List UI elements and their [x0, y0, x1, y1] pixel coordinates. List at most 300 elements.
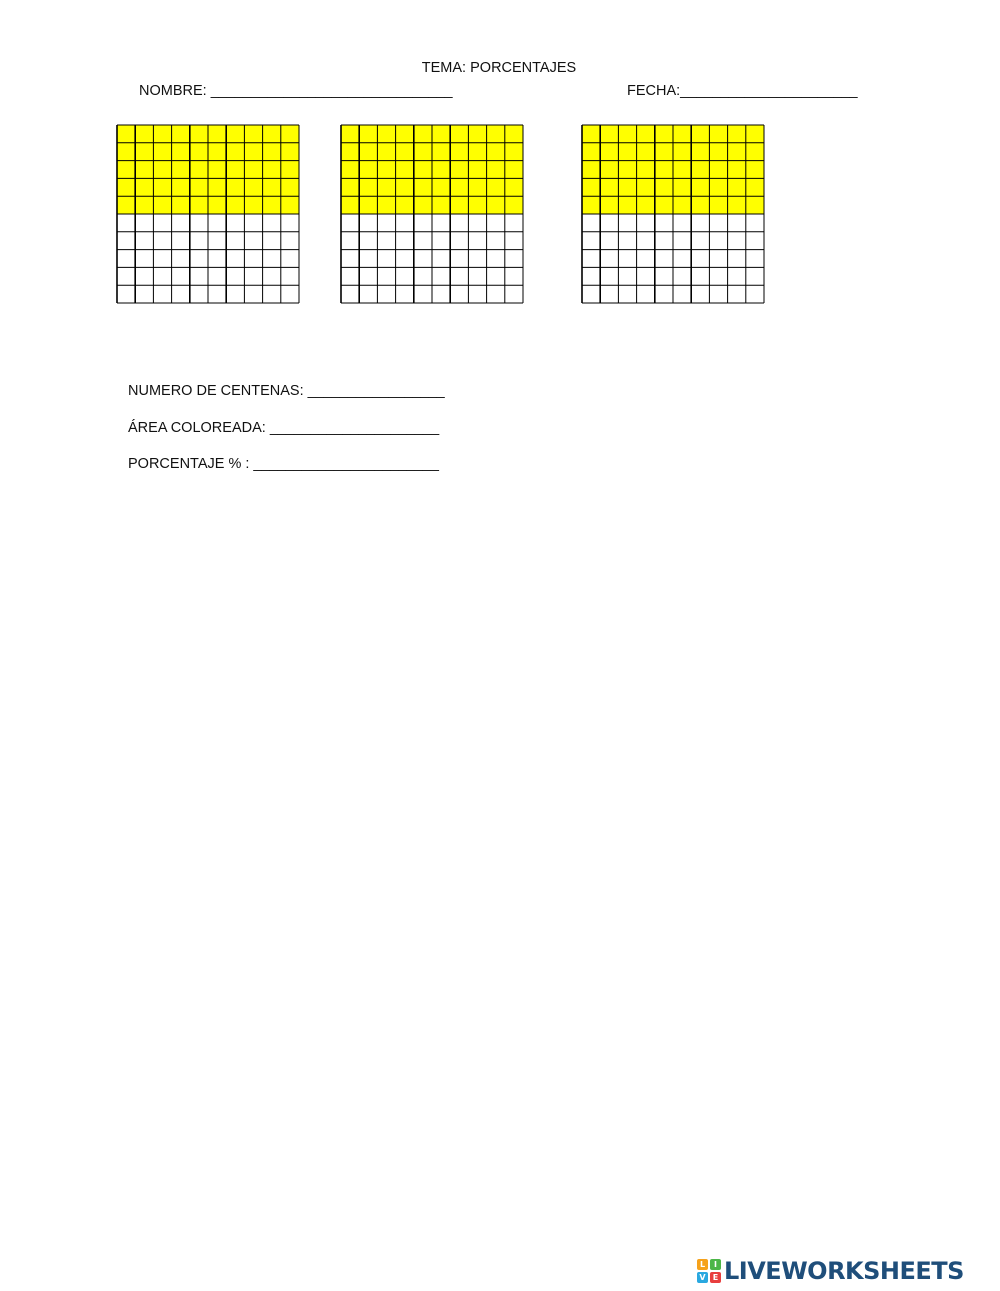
hundreds-count-field[interactable]: NUMERO DE CENTENAS: _________________	[128, 383, 445, 399]
grid-cell	[582, 250, 600, 268]
grid-cell	[468, 285, 486, 303]
grid-cell	[377, 214, 395, 232]
grid-cell	[117, 285, 135, 303]
grid-cell-shaded	[244, 125, 262, 143]
grid-cell-shaded	[600, 196, 618, 214]
grid-cell	[135, 250, 153, 268]
grid-cell	[172, 285, 190, 303]
logo-wordmark: LIVEWORKSHEETS	[724, 1257, 964, 1285]
grid-cell	[709, 232, 727, 250]
grid-cell	[432, 250, 450, 268]
grid-cell	[341, 285, 359, 303]
grid-cell	[190, 232, 208, 250]
grid-cell	[450, 232, 468, 250]
grid-cell	[226, 285, 244, 303]
grid-cell-shaded	[190, 143, 208, 161]
grid-cell-shaded	[600, 125, 618, 143]
grid-cell-shaded	[172, 178, 190, 196]
logo-tile-v: V	[697, 1272, 708, 1283]
grid-cell-shaded	[341, 125, 359, 143]
grid-cell-shaded	[226, 196, 244, 214]
grid-svg	[582, 125, 764, 303]
grid-cell	[691, 214, 709, 232]
grid-cell-shaded	[263, 178, 281, 196]
grid-cell	[396, 232, 414, 250]
grid-cell	[135, 267, 153, 285]
grid-cell	[396, 250, 414, 268]
grid-cell	[153, 214, 171, 232]
grid-cell	[637, 250, 655, 268]
grid-cell	[281, 232, 299, 250]
grid-cell-shaded	[637, 178, 655, 196]
grid-cell-shaded	[673, 143, 691, 161]
grid-cell-shaded	[341, 196, 359, 214]
grid-cell	[226, 267, 244, 285]
grid-cell	[468, 250, 486, 268]
grid-cell-shaded	[359, 161, 377, 179]
grid-cell-shaded	[468, 178, 486, 196]
grid-cell	[432, 285, 450, 303]
grid-cell	[281, 267, 299, 285]
grid-cell-shaded	[263, 143, 281, 161]
grid-cell-shaded	[600, 143, 618, 161]
grid-cell	[505, 232, 523, 250]
grid-cell-shaded	[487, 125, 505, 143]
grid-cell	[341, 214, 359, 232]
grid-cell	[468, 232, 486, 250]
grid-cell-shaded	[153, 143, 171, 161]
grid-cell	[263, 250, 281, 268]
hundred-grid-2	[341, 125, 523, 303]
grid-cell-shaded	[341, 143, 359, 161]
grid-cell	[244, 267, 262, 285]
grid-cell-shaded	[582, 178, 600, 196]
grid-cell	[172, 250, 190, 268]
grid-cell	[263, 267, 281, 285]
grid-svg	[341, 125, 523, 303]
grid-cell-shaded	[450, 196, 468, 214]
grid-cell-shaded	[396, 178, 414, 196]
logo-tile-l: L	[697, 1259, 708, 1270]
grid-cell-shaded	[505, 178, 523, 196]
logo-tile-e: E	[710, 1272, 721, 1283]
grid-cell	[600, 232, 618, 250]
grid-cell-shaded	[244, 143, 262, 161]
grid-cell-shaded	[377, 178, 395, 196]
grid-cell	[341, 267, 359, 285]
grid-cell	[487, 232, 505, 250]
grid-cell	[172, 214, 190, 232]
grid-cell-shaded	[153, 125, 171, 143]
grid-cell	[117, 267, 135, 285]
grid-cell-shaded	[709, 196, 727, 214]
grid-cell	[468, 267, 486, 285]
grid-cell-shaded	[244, 161, 262, 179]
percentage-field[interactable]: PORCENTAJE % : _______________________	[128, 456, 439, 472]
grid-cell-shaded	[746, 143, 764, 161]
grid-cell-shaded	[281, 161, 299, 179]
grid-cell	[153, 250, 171, 268]
grid-cell-shaded	[468, 143, 486, 161]
grid-cell	[673, 250, 691, 268]
date-field[interactable]: FECHA:______________________	[627, 83, 858, 99]
grid-cell	[582, 232, 600, 250]
grid-cell	[263, 214, 281, 232]
grid-cell-shaded	[728, 196, 746, 214]
grid-cell-shaded	[618, 125, 636, 143]
grid-cell-shaded	[450, 143, 468, 161]
grid-cell-shaded	[673, 178, 691, 196]
grid-cell	[728, 250, 746, 268]
grid-cell-shaded	[377, 143, 395, 161]
grid-cell	[432, 214, 450, 232]
grid-cell	[396, 285, 414, 303]
grid-cell-shaded	[582, 196, 600, 214]
grid-cell-shaded	[709, 143, 727, 161]
grid-cell	[618, 285, 636, 303]
grid-cell-shaded	[468, 196, 486, 214]
grid-cell-shaded	[359, 143, 377, 161]
grid-cell-shaded	[655, 178, 673, 196]
grid-cell	[263, 232, 281, 250]
grid-cell	[450, 250, 468, 268]
grid-cell-shaded	[226, 178, 244, 196]
grid-cell	[396, 267, 414, 285]
grid-cell-shaded	[117, 161, 135, 179]
grid-cell	[746, 214, 764, 232]
grid-cell-shaded	[600, 178, 618, 196]
grid-cell	[432, 232, 450, 250]
grid-cell-shaded	[673, 196, 691, 214]
grid-cell	[637, 232, 655, 250]
grid-cell	[244, 285, 262, 303]
grid-cell-shaded	[263, 161, 281, 179]
grid-cell	[208, 285, 226, 303]
grid-cell-shaded	[673, 125, 691, 143]
grid-cell	[618, 232, 636, 250]
grid-cell-shaded	[728, 143, 746, 161]
grid-cell-shaded	[396, 143, 414, 161]
grid-cell	[468, 214, 486, 232]
grid-cell	[172, 267, 190, 285]
grid-cell	[709, 250, 727, 268]
grid-cell	[341, 250, 359, 268]
grid-cell-shaded	[655, 143, 673, 161]
grid-cell	[432, 267, 450, 285]
grid-cell	[117, 250, 135, 268]
grid-cell	[691, 285, 709, 303]
grid-cell-shaded	[582, 125, 600, 143]
grid-cell	[226, 232, 244, 250]
grid-cell-shaded	[450, 125, 468, 143]
grid-cell-shaded	[135, 143, 153, 161]
grid-cell	[153, 232, 171, 250]
grid-cell	[600, 285, 618, 303]
grid-cell	[244, 250, 262, 268]
grid-svg	[117, 125, 299, 303]
grid-cell-shaded	[655, 161, 673, 179]
grid-cell	[359, 285, 377, 303]
grid-cell-shaded	[450, 161, 468, 179]
grid-cell	[208, 232, 226, 250]
grid-cell-shaded	[487, 161, 505, 179]
grid-cell-shaded	[208, 143, 226, 161]
grid-cell	[244, 214, 262, 232]
colored-area-field[interactable]: ÁREA COLOREADA: _____________________	[128, 420, 440, 436]
grid-cell	[655, 267, 673, 285]
logo-tile-i: I	[710, 1259, 721, 1270]
grid-cell	[359, 267, 377, 285]
grid-cell	[341, 232, 359, 250]
grid-cell	[281, 214, 299, 232]
grid-cell-shaded	[618, 161, 636, 179]
grid-cell-shaded	[153, 196, 171, 214]
grid-cell-shaded	[263, 125, 281, 143]
grid-cell	[673, 214, 691, 232]
worksheet-title: TEMA: PORCENTAJES	[421, 60, 577, 76]
grid-cell	[377, 267, 395, 285]
grid-cell-shaded	[414, 143, 432, 161]
grid-cell	[673, 285, 691, 303]
grid-cell-shaded	[414, 125, 432, 143]
grid-cell-shaded	[600, 161, 618, 179]
grid-cell	[377, 232, 395, 250]
grid-cell	[600, 250, 618, 268]
grid-cell-shaded	[341, 178, 359, 196]
grid-cell	[377, 250, 395, 268]
grid-cell	[414, 232, 432, 250]
grid-cell-shaded	[135, 125, 153, 143]
grid-cell-shaded	[359, 125, 377, 143]
grid-cell	[582, 214, 600, 232]
grid-cell-shaded	[153, 178, 171, 196]
grid-cell	[226, 214, 244, 232]
grid-cell-shaded	[432, 125, 450, 143]
grid-cell	[244, 232, 262, 250]
grid-cell	[396, 214, 414, 232]
grid-cell-shaded	[396, 161, 414, 179]
hundred-grid-1	[117, 125, 299, 303]
grid-cell-shaded	[487, 178, 505, 196]
grid-cell-shaded	[637, 143, 655, 161]
grid-cell	[487, 285, 505, 303]
grid-cell-shaded	[172, 143, 190, 161]
grid-cell-shaded	[487, 196, 505, 214]
grid-cell	[172, 232, 190, 250]
grid-cell	[190, 267, 208, 285]
grid-cell	[135, 214, 153, 232]
grid-cell-shaded	[359, 178, 377, 196]
grid-cell	[359, 232, 377, 250]
grid-cell-shaded	[377, 196, 395, 214]
grid-cell	[487, 214, 505, 232]
grid-cell-shaded	[468, 161, 486, 179]
grid-cell-shaded	[208, 125, 226, 143]
grid-cell-shaded	[117, 196, 135, 214]
grid-cell-shaded	[746, 161, 764, 179]
grid-cell	[450, 285, 468, 303]
grid-cell-shaded	[135, 196, 153, 214]
grid-cell-shaded	[172, 125, 190, 143]
grid-cell-shaded	[208, 196, 226, 214]
grid-cell-shaded	[226, 143, 244, 161]
grid-cell-shaded	[450, 178, 468, 196]
grid-cell	[487, 267, 505, 285]
grid-cell-shaded	[746, 125, 764, 143]
grid-cell	[505, 250, 523, 268]
grid-cell-shaded	[618, 178, 636, 196]
grid-cell-shaded	[655, 196, 673, 214]
grid-cell-shaded	[341, 161, 359, 179]
grid-cell	[600, 214, 618, 232]
grid-cell	[414, 214, 432, 232]
grid-cell	[582, 267, 600, 285]
grid-cell-shaded	[728, 125, 746, 143]
grid-cell-shaded	[208, 178, 226, 196]
grid-cell	[655, 250, 673, 268]
grid-cell-shaded	[117, 125, 135, 143]
grid-cell	[414, 250, 432, 268]
grid-cell	[746, 285, 764, 303]
grid-cell	[746, 232, 764, 250]
grid-cell	[263, 285, 281, 303]
grid-cell	[505, 285, 523, 303]
liveworksheets-logo	[697, 1257, 964, 1285]
grid-cell-shaded	[582, 143, 600, 161]
grid-cell-shaded	[281, 178, 299, 196]
grid-cell-shaded	[135, 178, 153, 196]
grid-cell-shaded	[244, 178, 262, 196]
grid-cell	[637, 267, 655, 285]
grid-cell	[359, 214, 377, 232]
grid-cell-shaded	[432, 143, 450, 161]
grid-cell	[208, 214, 226, 232]
grid-cell-shaded	[746, 196, 764, 214]
grid-cell-shaded	[396, 196, 414, 214]
grid-cell-shaded	[208, 161, 226, 179]
grid-cell-shaded	[190, 125, 208, 143]
grid-cell	[414, 285, 432, 303]
grid-cell-shaded	[153, 161, 171, 179]
grid-cell	[505, 267, 523, 285]
grid-cell	[190, 214, 208, 232]
grid-cell-shaded	[432, 161, 450, 179]
grid-cell-shaded	[691, 161, 709, 179]
grid-cell-shaded	[263, 196, 281, 214]
grid-cell	[135, 285, 153, 303]
grid-cell-shaded	[190, 178, 208, 196]
grid-cell	[655, 214, 673, 232]
grid-cell	[359, 250, 377, 268]
grid-cell	[153, 267, 171, 285]
grid-cell	[709, 214, 727, 232]
grid-cell	[208, 267, 226, 285]
grid-cell-shaded	[709, 125, 727, 143]
grid-cell-shaded	[637, 196, 655, 214]
grid-cell-shaded	[637, 125, 655, 143]
grid-cell	[673, 232, 691, 250]
grid-cell-shaded	[190, 196, 208, 214]
grid-cell-shaded	[505, 196, 523, 214]
grid-cell	[691, 250, 709, 268]
hundred-grid-3	[582, 125, 764, 303]
grid-cell-shaded	[414, 196, 432, 214]
grid-cell-shaded	[432, 178, 450, 196]
grid-cell	[746, 267, 764, 285]
grid-cell-shaded	[709, 161, 727, 179]
grid-cell-shaded	[618, 196, 636, 214]
grid-cell	[655, 285, 673, 303]
grid-cell-shaded	[505, 143, 523, 161]
grid-cell-shaded	[226, 161, 244, 179]
grid-cell-shaded	[281, 196, 299, 214]
grid-cell-shaded	[618, 143, 636, 161]
grid-cell	[709, 285, 727, 303]
grid-cell-shaded	[468, 125, 486, 143]
grid-cell	[450, 214, 468, 232]
grid-cell	[691, 267, 709, 285]
grid-cell	[746, 250, 764, 268]
grid-cell	[728, 285, 746, 303]
grid-cell	[618, 250, 636, 268]
grid-cell-shaded	[117, 143, 135, 161]
grid-cell-shaded	[655, 125, 673, 143]
grid-cell	[190, 250, 208, 268]
grid-cell-shaded	[359, 196, 377, 214]
grid-cell	[135, 232, 153, 250]
grid-cell	[673, 267, 691, 285]
liveworksheets-logo-icon	[697, 1259, 721, 1283]
grid-cell-shaded	[377, 125, 395, 143]
grid-cell-shaded	[691, 125, 709, 143]
grid-cell	[117, 214, 135, 232]
grid-cell	[487, 250, 505, 268]
grid-cell	[226, 250, 244, 268]
grid-cell	[582, 285, 600, 303]
grid-cell-shaded	[728, 178, 746, 196]
grid-cell	[153, 285, 171, 303]
grid-cell-shaded	[505, 125, 523, 143]
grid-cell	[637, 285, 655, 303]
grid-cell-shaded	[414, 161, 432, 179]
grid-cell-shaded	[728, 161, 746, 179]
grid-cell	[691, 232, 709, 250]
grid-cell-shaded	[396, 125, 414, 143]
grid-cell	[505, 214, 523, 232]
grid-cell-shaded	[691, 196, 709, 214]
grid-cell	[281, 250, 299, 268]
grid-cell	[117, 232, 135, 250]
grid-cell-shaded	[172, 196, 190, 214]
grid-cell	[414, 267, 432, 285]
grid-cell-shaded	[172, 161, 190, 179]
grid-cell-shaded	[244, 196, 262, 214]
grid-cell-shaded	[505, 161, 523, 179]
grid-cell-shaded	[709, 178, 727, 196]
grid-cell-shaded	[691, 178, 709, 196]
grid-cell-shaded	[414, 178, 432, 196]
grid-cell-shaded	[673, 161, 691, 179]
grid-cell-shaded	[377, 161, 395, 179]
grid-cell-shaded	[432, 196, 450, 214]
grid-cell	[637, 214, 655, 232]
grid-cell	[728, 267, 746, 285]
grid-cell-shaded	[691, 143, 709, 161]
name-field[interactable]: NOMBRE: ______________________________	[139, 83, 453, 99]
grid-cell	[281, 285, 299, 303]
grid-cell	[377, 285, 395, 303]
grid-cell-shaded	[281, 125, 299, 143]
